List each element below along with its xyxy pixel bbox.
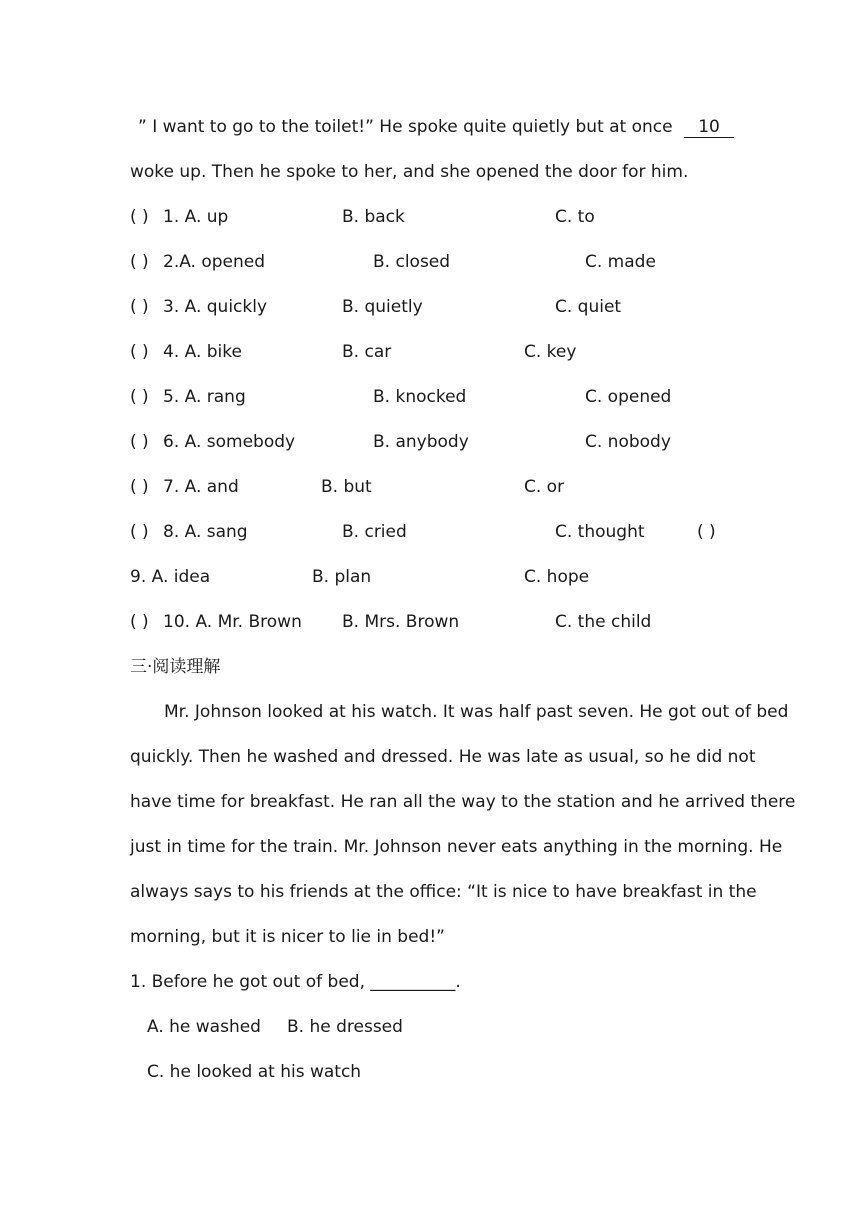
answer-paren-9: ( ) — [697, 522, 716, 542]
item-3-option-b: B. quietly — [342, 297, 423, 317]
passage-line-5: always says to his friends at the office: “It is nice to have breakfast in the — [130, 882, 757, 902]
item-7-option-b: B. but — [321, 477, 372, 497]
answer-paren-6: ( ) — [130, 432, 149, 452]
item-6-option-a: 6. A. somebody — [163, 432, 296, 452]
item-5-option-b: B. knocked — [373, 387, 467, 407]
item-1-option-c: C. to — [555, 207, 595, 227]
answer-paren-10: ( ) — [130, 612, 149, 632]
blank-10-number: 10 — [698, 117, 720, 137]
item-2-option-a: 2.A. opened — [163, 252, 266, 272]
item-10-option-b: B. Mrs. Brown — [342, 612, 460, 632]
item-4-option-c: C. key — [524, 342, 577, 362]
item-4-option-b: B. car — [342, 342, 392, 362]
answer-paren-7: ( ) — [130, 477, 149, 497]
passage-line-4: just in time for the train. Mr. Johnson never eats anything in the morning. He — [130, 837, 783, 857]
item-8-option-b: B. cried — [342, 522, 407, 542]
answer-paren-8: ( ) — [130, 522, 149, 542]
passage-line-1: Mr. Johnson looked at his watch. It was half past seven. He got out of bed — [164, 702, 789, 722]
item-1-option-a: 1. A. up — [163, 207, 229, 227]
intro-line-1-text: ” I want to go to the toilet!” He spoke quite quietly but at once — [138, 117, 673, 137]
item-7-option-c: C. or — [524, 477, 565, 497]
item-8-option-a: 8. A. sang — [163, 522, 248, 542]
passage-line-6: morning, but it is nicer to lie in bed!” — [130, 927, 445, 947]
item-6-option-c: C. nobody — [585, 432, 671, 452]
passage-line-2: quickly. Then he washed and dressed. He was late as usual, so he did not — [130, 747, 756, 767]
intro-line-2: woke up. Then he spoke to her, and she opened the door for him. — [130, 162, 689, 182]
item-3-option-a: 3. A. quickly — [163, 297, 268, 317]
section-heading: 三·阅读理解 — [130, 657, 221, 677]
item-10-option-a: 10. A. Mr. Brown — [163, 612, 302, 632]
passage-line-3: have time for breakfast. He ran all the way to the station and he arrived there — [130, 792, 796, 812]
item-2-option-c: C. made — [585, 252, 656, 272]
question-1-option-c: C. he looked at his watch — [147, 1062, 362, 1082]
blank-10 — [684, 117, 734, 138]
item-5-option-a: 5. A. rang — [163, 387, 246, 407]
question-1-stem: 1. Before he got out of bed, __________. — [130, 972, 461, 992]
item-9-option-c: C. hope — [524, 567, 590, 587]
answer-paren-3: ( ) — [130, 297, 149, 317]
item-3-option-c: C. quiet — [555, 297, 622, 317]
item-8-option-c: C. thought — [555, 522, 645, 542]
item-9-option-b: B. plan — [312, 567, 372, 587]
item-9-option-a: 9. A. idea — [130, 567, 211, 587]
answer-paren-5: ( ) — [130, 387, 149, 407]
item-2-option-b: B. closed — [373, 252, 451, 272]
item-1-option-b: B. back — [342, 207, 405, 227]
item-4-option-a: 4. A. bike — [163, 342, 242, 362]
answer-paren-1: ( ) — [130, 207, 149, 227]
question-1-option-b: B. he dressed — [287, 1017, 403, 1037]
answer-paren-4: ( ) — [130, 342, 149, 362]
question-1-option-a: A. he washed — [147, 1017, 261, 1037]
intro-line-1 — [138, 116, 734, 138]
item-6-option-b: B. anybody — [373, 432, 469, 452]
item-7-option-a: 7. A. and — [163, 477, 239, 497]
item-5-option-c: C. opened — [585, 387, 672, 407]
item-10-option-c: C. the child — [555, 612, 652, 632]
answer-paren-2: ( ) — [130, 252, 149, 272]
